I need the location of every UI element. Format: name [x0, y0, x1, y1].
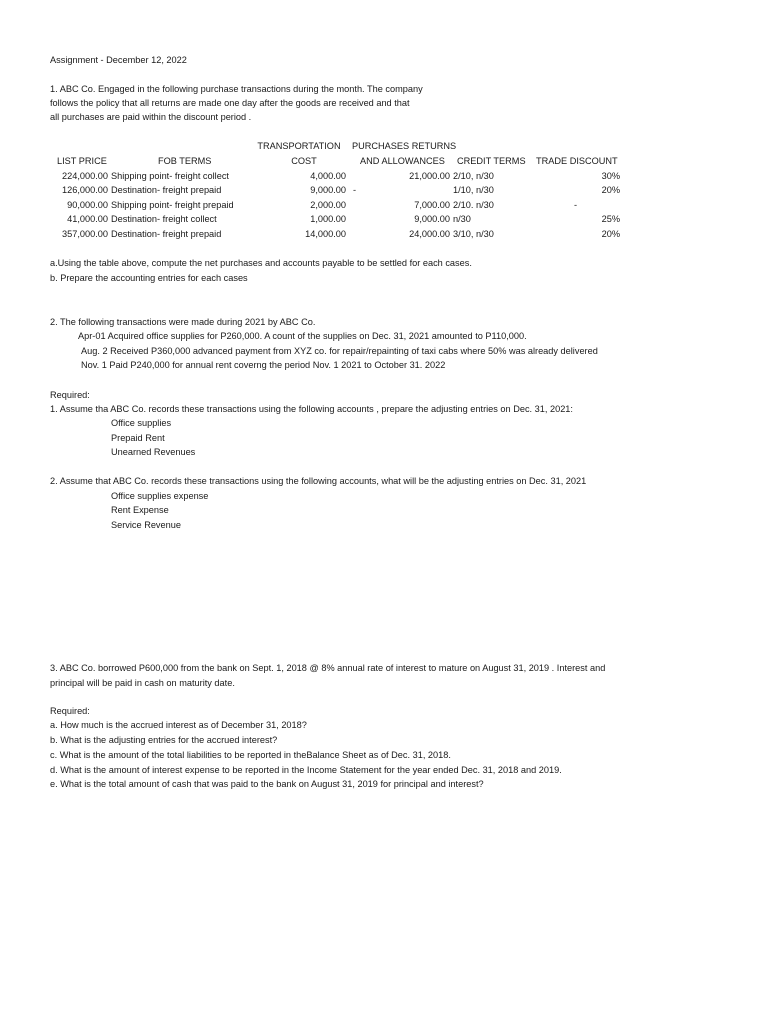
account-item: Service Revenue [111, 520, 181, 530]
q3-item-e: e. What is the total amount of cash that was paid to the bank on August 31, 2019 for principal and interest? [50, 779, 484, 789]
cell-fob: Destination- freight prepaid [111, 229, 222, 239]
q3-item-c: c. What is the amount of the total liabilities to be reported in theBalance Sheet as of Dec. 31, 2018. [50, 750, 451, 760]
q2-transaction-aug: Aug. 2 Received P360,000 advanced payment from XYZ co. for repair/repainting of taxi cabs where 50% was already delivered [81, 346, 598, 356]
cell-trade-discount: 20% [601, 185, 620, 195]
q1-task-b: b. Prepare the accounting entries for each cases [50, 273, 248, 283]
account-item: Unearned Revenues [111, 447, 196, 457]
account-item: Office supplies expense [111, 491, 209, 501]
col-credit-terms: CREDIT TERMS [457, 156, 526, 166]
cell-trade-discount: 30% [601, 171, 620, 181]
cell-cost: 9,000.00 [310, 185, 346, 195]
cell-dash: - [353, 185, 357, 195]
account-item: Office supplies [111, 418, 172, 428]
cell-returns: 24,000.00 [409, 229, 450, 239]
q2-required-label: Required: [50, 390, 90, 400]
col-trade-discount: TRADE DISCOUNT [536, 156, 618, 166]
q1-intro-line-2: follows the policy that all returns are made one day after the goods are received and that [50, 98, 410, 108]
cell-returns: 7,000.00 [414, 200, 450, 210]
cell-credit-terms: 3/10, n/30 [453, 229, 494, 239]
q3-intro-line-1: 3. ABC Co. borrowed P600,000 from the bank on Sept. 1, 2018 @ 8% annual rate of interest to mature on August 31, 2019 . Interest and [50, 663, 606, 673]
col-fob-terms: FOB TERMS [158, 156, 212, 166]
cell-cost: 14,000.00 [305, 229, 346, 239]
cell-list-price: 41,000.00 [67, 214, 108, 224]
cell-list-price: 224,000.00 [62, 171, 108, 181]
header-purchases-returns: PURCHASES RETURNS [352, 141, 457, 151]
cell-returns: 21,000.00 [409, 171, 450, 181]
assignment-title: Assignment - December 12, 2022 [50, 55, 187, 65]
q2-intro: 2. The following transactions were made during 2021 by ABC Co. [50, 317, 316, 327]
cell-cost: 4,000.00 [310, 171, 346, 181]
cell-list-price: 90,000.00 [67, 200, 108, 210]
cell-credit-terms: 2/10. n/30 [453, 200, 494, 210]
cell-list-price: 126,000.00 [62, 185, 108, 195]
cell-credit-terms: 2/10, n/30 [453, 171, 494, 181]
account-item: Rent Expense [111, 505, 169, 515]
cell-credit-terms: n/30 [453, 214, 471, 224]
q3-required-label: Required: [50, 706, 90, 716]
col-cost: COST [291, 156, 317, 166]
account-item: Prepaid Rent [111, 433, 165, 443]
col-list-price: LIST PRICE [57, 156, 107, 166]
q3-item-a: a. How much is the accrued interest as of December 31, 2018? [50, 720, 307, 730]
header-transportation: TRANSPORTATION [257, 141, 341, 151]
cell-trade-discount: 20% [601, 229, 620, 239]
cell-credit-terms: 1/10, n/30 [453, 185, 494, 195]
q3-item-b: b. What is the adjusting entries for the accrued interest? [50, 735, 278, 745]
q3-intro-line-2: principal will be paid in cash on maturity date. [50, 678, 235, 688]
cell-fob: Shipping point- freight collect [111, 171, 229, 181]
cell-list-price: 357,000.00 [62, 229, 108, 239]
q2-transaction-apr: Apr-01 Acquired office supplies for P260,000. A count of the supplies on Dec. 31, 2021 amounted to P110,000. [78, 331, 527, 341]
q3-item-d: d. What is the amount of interest expense to be reported in the Income Statement for the year ended Dec. 31, 2018 and 2019. [50, 765, 562, 775]
cell-trade-discount: 25% [601, 214, 620, 224]
cell-fob: Destination- freight collect [111, 214, 217, 224]
col-allowances: AND ALLOWANCES [360, 156, 445, 166]
q2-transaction-nov: Nov. 1 Paid P240,000 for annual rent coverng the period Nov. 1 2021 to October 31. 2022 [81, 360, 446, 370]
cell-cost: 2,000.00 [310, 200, 346, 210]
cell-fob: Destination- freight prepaid [111, 185, 222, 195]
q1-task-a: a.Using the table above, compute the net purchases and accounts payable to be settled for each cases. [50, 258, 472, 268]
q2-requirement-1: 1. Assume tha ABC Co. records these transactions using the following accounts , prepare the adjusting entries on Dec. 31, 2021: [50, 404, 573, 414]
q2-requirement-2: 2. Assume that ABC Co. records these transactions using the following accounts, what will be the adjusting entries on Dec. 31, 2021 [50, 476, 587, 486]
cell-returns: 9,000.00 [414, 214, 450, 224]
q1-intro-line-1: 1. ABC Co. Engaged in the following purchase transactions during the month. The company [50, 84, 423, 94]
cell-cost: 1,000.00 [310, 214, 346, 224]
cell-fob: Shipping point- freight prepaid [111, 200, 234, 210]
cell-mid-dash: - [574, 200, 578, 210]
q1-intro-line-3: all purchases are paid within the discount period . [50, 112, 252, 122]
